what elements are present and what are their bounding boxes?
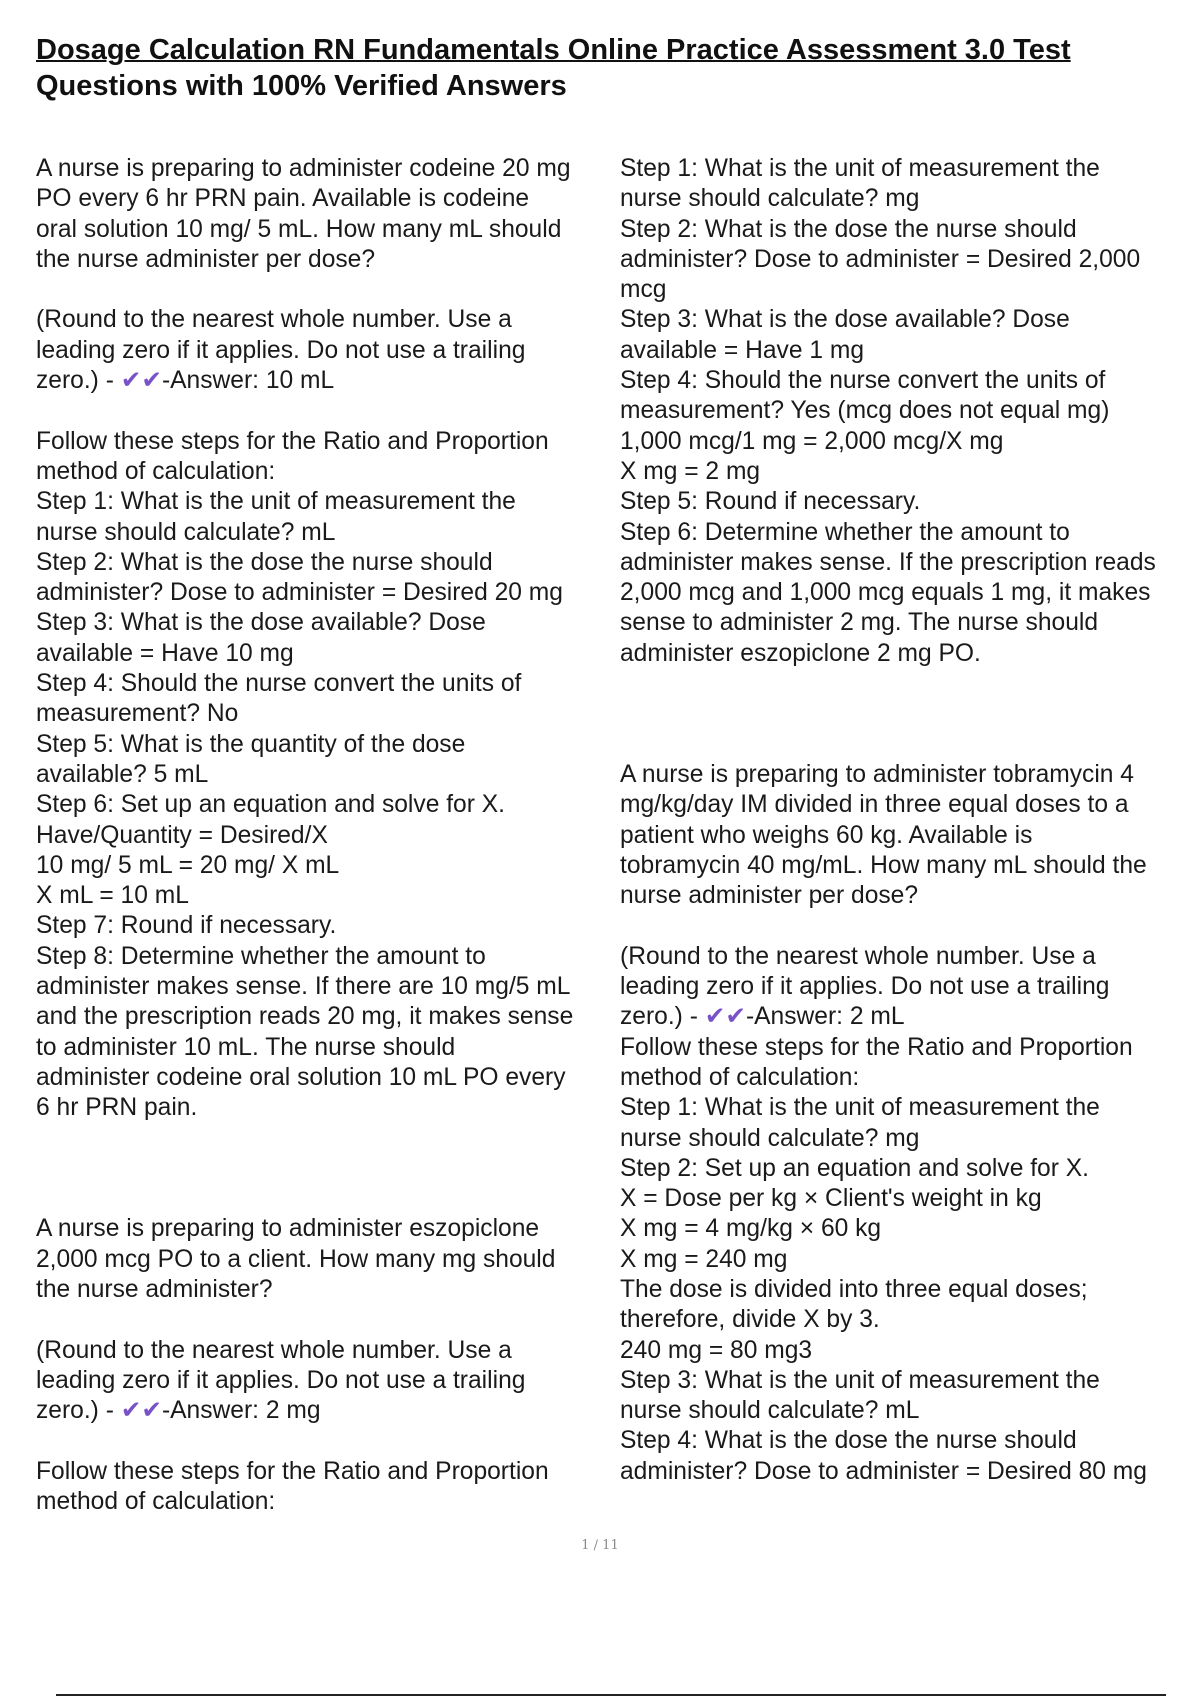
- blank-line: [36, 1154, 614, 1184]
- text-line: nurse administer per dose?: [620, 882, 919, 910]
- text-line: A nurse is preparing to administer codeine 20 mg: [36, 155, 571, 182]
- text-line: patient who weighs 60 kg. Available is: [620, 821, 1033, 849]
- blank-line: [36, 275, 614, 305]
- text-line: available = Have 1 mg: [620, 336, 865, 364]
- text-line: administer? Dose to administer = Desired 80 mg: [620, 1457, 1147, 1485]
- text-line: zero.) - ✔✔-Answer: 2 mg: [36, 1397, 321, 1425]
- text-line: nurse should calculate? mL: [620, 1397, 920, 1425]
- verified-check-icon: ✔✔: [704, 1003, 746, 1031]
- text-line: The dose is divided into three equal doses;: [620, 1275, 1088, 1303]
- text-line: mg/kg/day IM divided in three equal doses to a: [620, 791, 1129, 819]
- text-line: 2,000 mcg and 1,000 mcg equals 1 mg, it makes: [620, 579, 1151, 607]
- document-title-line-2: Questions with 100% Verified Answers: [36, 70, 567, 102]
- text-line: leading zero if it applies. Do not use a trailing: [36, 336, 526, 364]
- text-line: 1,000 mcg/1 mg = 2,000 mcg/X mg: [620, 427, 1004, 455]
- document-title-line-1: Dosage Calculation RN Fundamentals Online Practice Assessment 3.0 Test: [36, 34, 1071, 66]
- blank-line: [36, 1305, 614, 1335]
- text-line: A nurse is preparing to administer eszopiclone: [36, 1215, 540, 1243]
- text-line: Step 1: What is the unit of measurement the: [36, 488, 516, 516]
- text-line: Step 6: Determine whether the amount to: [620, 518, 1070, 546]
- text-line: mcg: [620, 276, 667, 304]
- text-line: leading zero if it applies. Do not use a trailing: [620, 973, 1110, 1001]
- text-line: nurse should calculate? mg: [620, 185, 920, 213]
- text-line: Step 5: Round if necessary.: [620, 488, 921, 516]
- verified-check-icon: ✔✔: [120, 367, 162, 395]
- text-line: and the prescription reads 20 mg, it makes sense: [36, 1003, 574, 1031]
- text-line: Have/Quantity = Desired/X: [36, 821, 328, 849]
- text-line: available = Have 10 mg: [36, 639, 294, 667]
- text-line: nurse should calculate? mL: [36, 518, 336, 546]
- blank-line: [36, 1426, 614, 1456]
- text-line: measurement? No: [36, 700, 239, 728]
- text-line: Follow these steps for the Ratio and Proportion: [620, 1033, 1133, 1061]
- text-line: X mg = 240 mg: [620, 1245, 788, 1273]
- text-line: administer? Dose to administer = Desired 20 mg: [36, 579, 563, 607]
- text-line: Step 3: What is the unit of measurement the: [620, 1366, 1100, 1394]
- text-line: Step 2: What is the dose the nurse should: [36, 548, 493, 576]
- text-line: zero.) - ✔✔-Answer: 10 mL: [36, 367, 335, 395]
- text-line: Step 4: Should the nurse convert the units of: [620, 367, 1106, 395]
- text-line: measurement? Yes (mcg does not equal mg): [620, 397, 1110, 425]
- text-line: Follow these steps for the Ratio and Proportion: [36, 1457, 549, 1485]
- text-line: 240 mg = 80 mg3: [620, 1336, 813, 1364]
- text-line: administer codeine oral solution 10 mL PO every: [36, 1063, 566, 1091]
- text-line: Step 1: What is the unit of measurement the: [620, 155, 1100, 182]
- text-line: method of calculation:: [620, 1063, 860, 1091]
- blank-line: [36, 396, 614, 426]
- text-line: Step 4: Should the nurse convert the units of: [36, 670, 522, 698]
- text-line: available? 5 mL: [36, 760, 209, 788]
- text-line: leading zero if it applies. Do not use a trailing: [36, 1366, 526, 1394]
- text-line: X = Dose per kg × Client's weight in kg: [620, 1185, 1042, 1213]
- text-line: method of calculation:: [36, 1488, 276, 1516]
- text-line: (Round to the nearest whole number. Use a: [36, 1336, 512, 1364]
- text-line: nurse should calculate? mg: [620, 1124, 920, 1152]
- text-line: Step 1: What is the unit of measurement the: [620, 1094, 1100, 1122]
- text-line: X mg = 2 mg: [620, 457, 761, 485]
- text-line: A nurse is preparing to administer tobramycin 4: [620, 760, 1134, 788]
- text-line: (Round to the nearest whole number. Use a: [620, 942, 1096, 970]
- text-line: Step 4: What is the dose the nurse should: [620, 1427, 1077, 1455]
- text-line: the nurse administer per dose?: [36, 245, 376, 273]
- text-line: Step 2: Set up an equation and solve for X.: [620, 1154, 1089, 1182]
- blank-line: [620, 699, 1200, 729]
- text-line: Step 6: Set up an equation and solve for X.: [36, 791, 505, 819]
- text-line: therefore, divide X by 3.: [620, 1306, 880, 1334]
- text-line: PO every 6 hr PRN pain. Available is codeine: [36, 185, 530, 213]
- text-line: sense to administer 2 mg. The nurse should: [620, 609, 1099, 637]
- text-line: zero.) - ✔✔-Answer: 2 mL: [620, 1003, 905, 1031]
- text-line: administer eszopiclone 2 mg PO.: [620, 639, 981, 667]
- text-line: Follow these steps for the Ratio and Proportion: [36, 427, 549, 455]
- text-line: to administer 10 mL. The nurse should: [36, 1033, 456, 1061]
- text-line: Step 8: Determine whether the amount to: [36, 942, 486, 970]
- blank-line: [36, 1184, 614, 1214]
- text-line: 6 hr PRN pain.: [36, 1094, 198, 1122]
- text-line: Step 5: What is the quantity of the dose: [36, 730, 466, 758]
- text-line: (Round to the nearest whole number. Use a: [36, 306, 512, 334]
- text-line: Step 2: What is the dose the nurse should: [620, 215, 1077, 243]
- text-line: Step 3: What is the dose available? Dose: [36, 609, 486, 637]
- document-title: [36, 32, 1186, 104]
- verified-check-icon: ✔✔: [120, 1397, 162, 1425]
- text-line: method of calculation:: [36, 457, 276, 485]
- text-line: administer makes sense. If the prescription reads: [620, 548, 1156, 576]
- footer-divider: [56, 1694, 1166, 1696]
- left-text-column: [36, 154, 614, 1517]
- text-line: tobramycin 40 mg/mL. How many mL should the: [620, 851, 1147, 879]
- text-line: Step 3: What is the dose available? Dose: [620, 306, 1070, 334]
- blank-line: [620, 669, 1200, 699]
- text-line: the nurse administer?: [36, 1275, 273, 1303]
- text-line: oral solution 10 mg/ 5 mL. How many mL should: [36, 215, 562, 243]
- page-indicator: 1 / 11: [581, 1538, 619, 1553]
- text-line: administer makes sense. If there are 10 mg/5 mL: [36, 973, 571, 1001]
- text-line: 2,000 mcg PO to a client. How many mg should: [36, 1245, 556, 1273]
- blank-line: [620, 730, 1200, 760]
- blank-line: [620, 911, 1200, 941]
- right-text-column: [620, 154, 1200, 1487]
- blank-line: [36, 1124, 614, 1154]
- text-line: 10 mg/ 5 mL = 20 mg/ X mL: [36, 851, 340, 879]
- text-line: X mL = 10 mL: [36, 882, 189, 910]
- text-line: administer? Dose to administer = Desired 2,000: [620, 245, 1141, 273]
- text-line: X mg = 4 mg/kg × 60 kg: [620, 1215, 882, 1243]
- text-line: Step 7: Round if necessary.: [36, 912, 337, 940]
